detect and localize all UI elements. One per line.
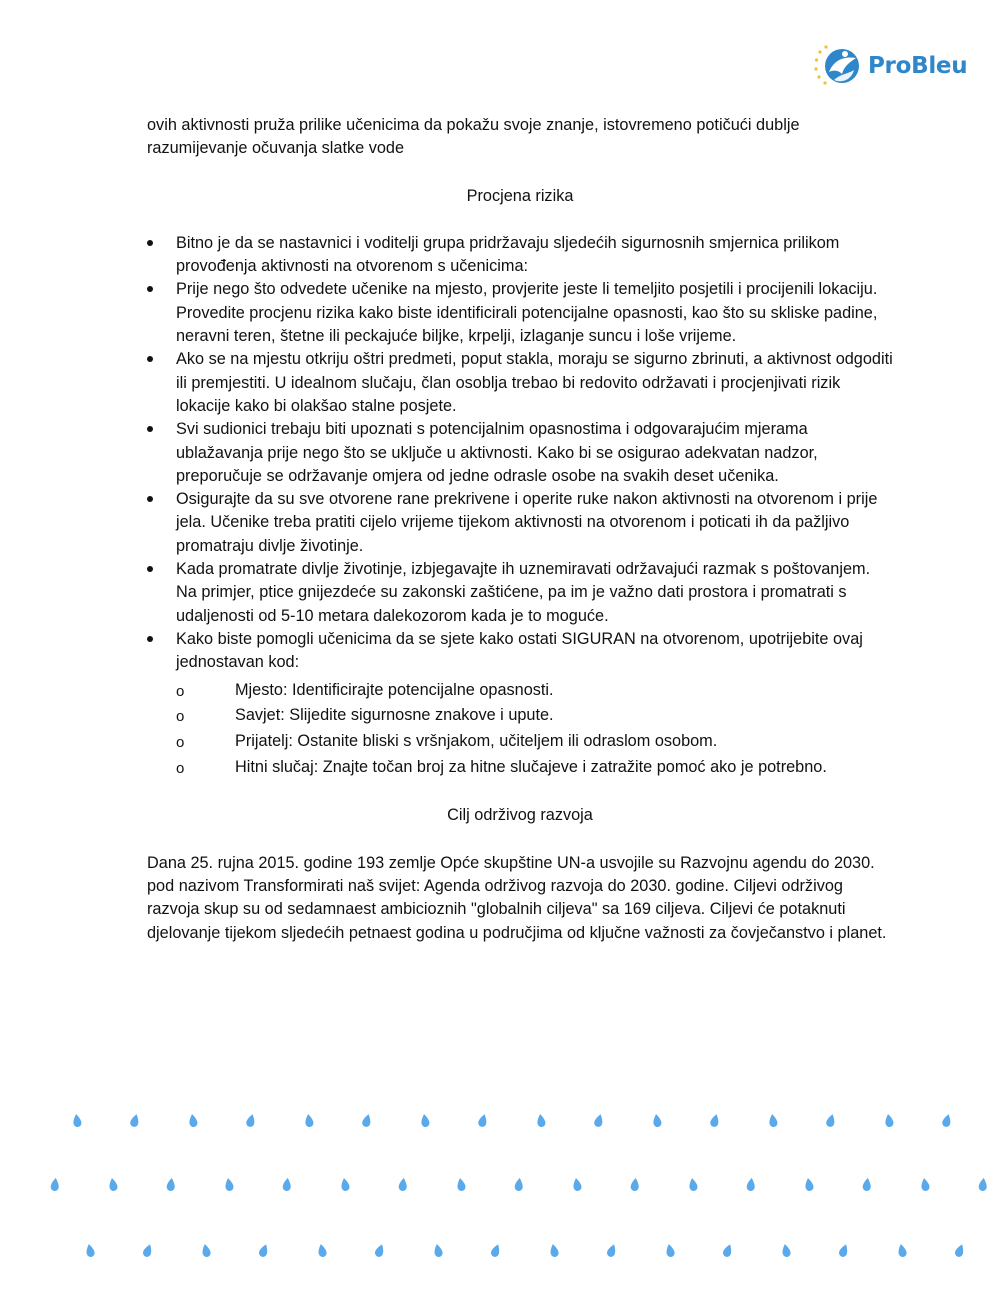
water-drop-icon [978, 1178, 987, 1192]
risk-item: Bitno je da se nastavnici i voditelji grupa pridržavaju sljedećih sigurnosnih smjernica prilikom provođenja aktivnosti na otvorenom s učenicima: [147, 232, 893, 279]
water-drop-icon [361, 1113, 372, 1128]
water-drop-icon [746, 1178, 755, 1192]
water-drop-icon [665, 1243, 676, 1257]
water-drop-icon [825, 1113, 836, 1128]
water-drop-icon [941, 1113, 952, 1128]
water-drop-icon [85, 1243, 96, 1257]
risk-list [147, 232, 893, 675]
water-drop-icon [593, 1113, 604, 1128]
probleu-logo-icon [814, 44, 862, 88]
water-drop-icon [630, 1178, 639, 1192]
safe-code-list [147, 679, 893, 780]
sdg-heading: Cilj održivog razvoja [447, 805, 593, 824]
water-drop-icon [490, 1243, 502, 1258]
risk-item: Kada promatrate divlje životinje, izbjegavajte ih uznemiravati održavajući razmak s poštovanjem. Na primjer, ptice gnijezdeće su zakonski zaštićene, pa im je važno dati prostora i promatrati s udaljenosti od 5-10 metara dalekozorom kada je to moguće. [147, 558, 893, 628]
water-drop-icon [282, 1178, 291, 1192]
sdg-paragraph: Dana 25. rujna 2015. godine 193 zemlje Opće skupštine UN-a usvojile su Razvojnu agendu do 2030. pod nazivom Transformirati naš svijet: Agenda održivog razvoja do 2030. godine. Ciljevi održivog razvoja skup su od sedamnaest ambicioznih "globalnih ciljeva" sa 169 ciljeva. Ciljevi će potaknuti djelovanje tijekom sljedećih petnaest godina u područjima od ključne važnosti za čovječanstvo i planet. [147, 853, 887, 942]
water-drop-icon [50, 1178, 59, 1192]
water-drop-icon [897, 1243, 908, 1257]
water-drop-icon [572, 1177, 582, 1191]
water-drop-icon [549, 1243, 560, 1257]
water-drop-icon [884, 1113, 894, 1127]
water-drop-icon [258, 1243, 270, 1258]
water-drop-icon [224, 1177, 234, 1191]
water-drop-icon [709, 1113, 720, 1128]
risk-item-safe-code [147, 628, 893, 675]
water-drop-icon [304, 1113, 314, 1127]
logo-text: ProBleu [868, 53, 968, 79]
water-drop-icon [606, 1243, 618, 1258]
water-drop-icon [722, 1243, 734, 1258]
water-drop-icon [838, 1243, 850, 1258]
water-drop-icon [72, 1113, 82, 1127]
risk-item-text: Kako biste pomogli učenicima da se sjete kako ostati SIGURAN na otvorenom, upotrijebite ovaj jednostavan kod: [176, 629, 863, 672]
risk-item: Ako se na mjestu otkriju oštri predmeti, poput stakla, moraju se sigurno zbrinuti, a aktivnost odgoditi ili premjestiti. U idealnom slučaju, član osoblja trebao bi redovito održavati i procjenjivati rizik lokacije kako bi olakšao stalne posjete. [147, 348, 893, 418]
water-drop-icon [188, 1113, 198, 1127]
water-drop-icon [420, 1113, 430, 1127]
water-drop-icon [166, 1178, 175, 1192]
water-drop-icon [536, 1113, 546, 1127]
risk-item: Svi sudionici trebaju biti upoznati s potencijalnim opasnostima i odgovarajućim mjerama ublažavanja prije nego što se uključe u aktivnosti. Kako bi se osigurao adekvatan nadzor, preporučuje se održavanje omjera od jedne odrasle osobe na svakih deset učenika. [147, 418, 893, 488]
risk-item: Prije nego što odvedete učenike na mjesto, provjerite jeste li temeljito posjetili i procijenili lokaciju. Provedite procjenu rizika kako biste identificirali potencijalne opasnosti, kao što su skliske padine, neravni teren, štetne ili peckajuće biljke, krpelji, izlaganje suncu i loše vrijeme. [147, 278, 893, 348]
water-drop-icon [456, 1177, 466, 1191]
water-drop-icon [477, 1113, 488, 1128]
water-drop-icon [514, 1178, 523, 1192]
risk-item: Osigurajte da su sve otvorene rane prekrivene i operite ruke nakon aktivnosti na otvorenom i prije jela. Učenike treba pratiti cijelo vrijeme tijekom aktivnosti na otvorenom i poticati ih da pažljivo promatraju divlje životinje. [147, 488, 893, 558]
intro-paragraph: ovih aktivnosti pruža prilike učenicima da pokažu svoje znanje, istovremeno potičući dublje razumijevanje očuvanja slatke vode [147, 116, 800, 158]
water-drop-icon [142, 1243, 154, 1258]
water-drop-icon [688, 1177, 698, 1191]
safe-code-item: o Hitni slučaj: Znajte točan broj za hitne slučajeve i zatražite pomoć ako je potrebno. [147, 756, 893, 779]
water-drop-icon [652, 1113, 662, 1127]
water-drop-icon [920, 1177, 930, 1191]
water-drop-icon [374, 1243, 386, 1258]
water-drop-icon [862, 1178, 871, 1192]
water-drop-icon [768, 1113, 778, 1127]
water-drop-icon [245, 1113, 256, 1128]
probleu-logo [814, 44, 967, 88]
water-drop-icon [781, 1243, 792, 1257]
safe-code-item: o Savjet: Slijedite sigurnosne znakove i upute. [147, 704, 893, 727]
water-drop-icon [954, 1243, 966, 1258]
water-drop-icon [129, 1113, 140, 1128]
safe-code-item: o Prijatelj: Ostanite bliski s vršnjakom, učiteljem ili odraslom osobom. [147, 730, 893, 753]
water-drop-icon [804, 1177, 814, 1191]
water-drop-decoration [0, 1100, 1000, 1280]
water-drop-icon [108, 1177, 118, 1191]
risk-heading: Procjena rizika [466, 186, 574, 205]
safe-code-item: o Mjesto: Identificirajte potencijalne opasnosti. [147, 679, 893, 702]
water-drop-icon [201, 1243, 212, 1257]
water-drop-icon [433, 1243, 444, 1257]
water-drop-icon [317, 1243, 328, 1257]
document-body [147, 114, 893, 945]
water-drop-icon [340, 1177, 350, 1191]
water-drop-icon [398, 1178, 407, 1192]
